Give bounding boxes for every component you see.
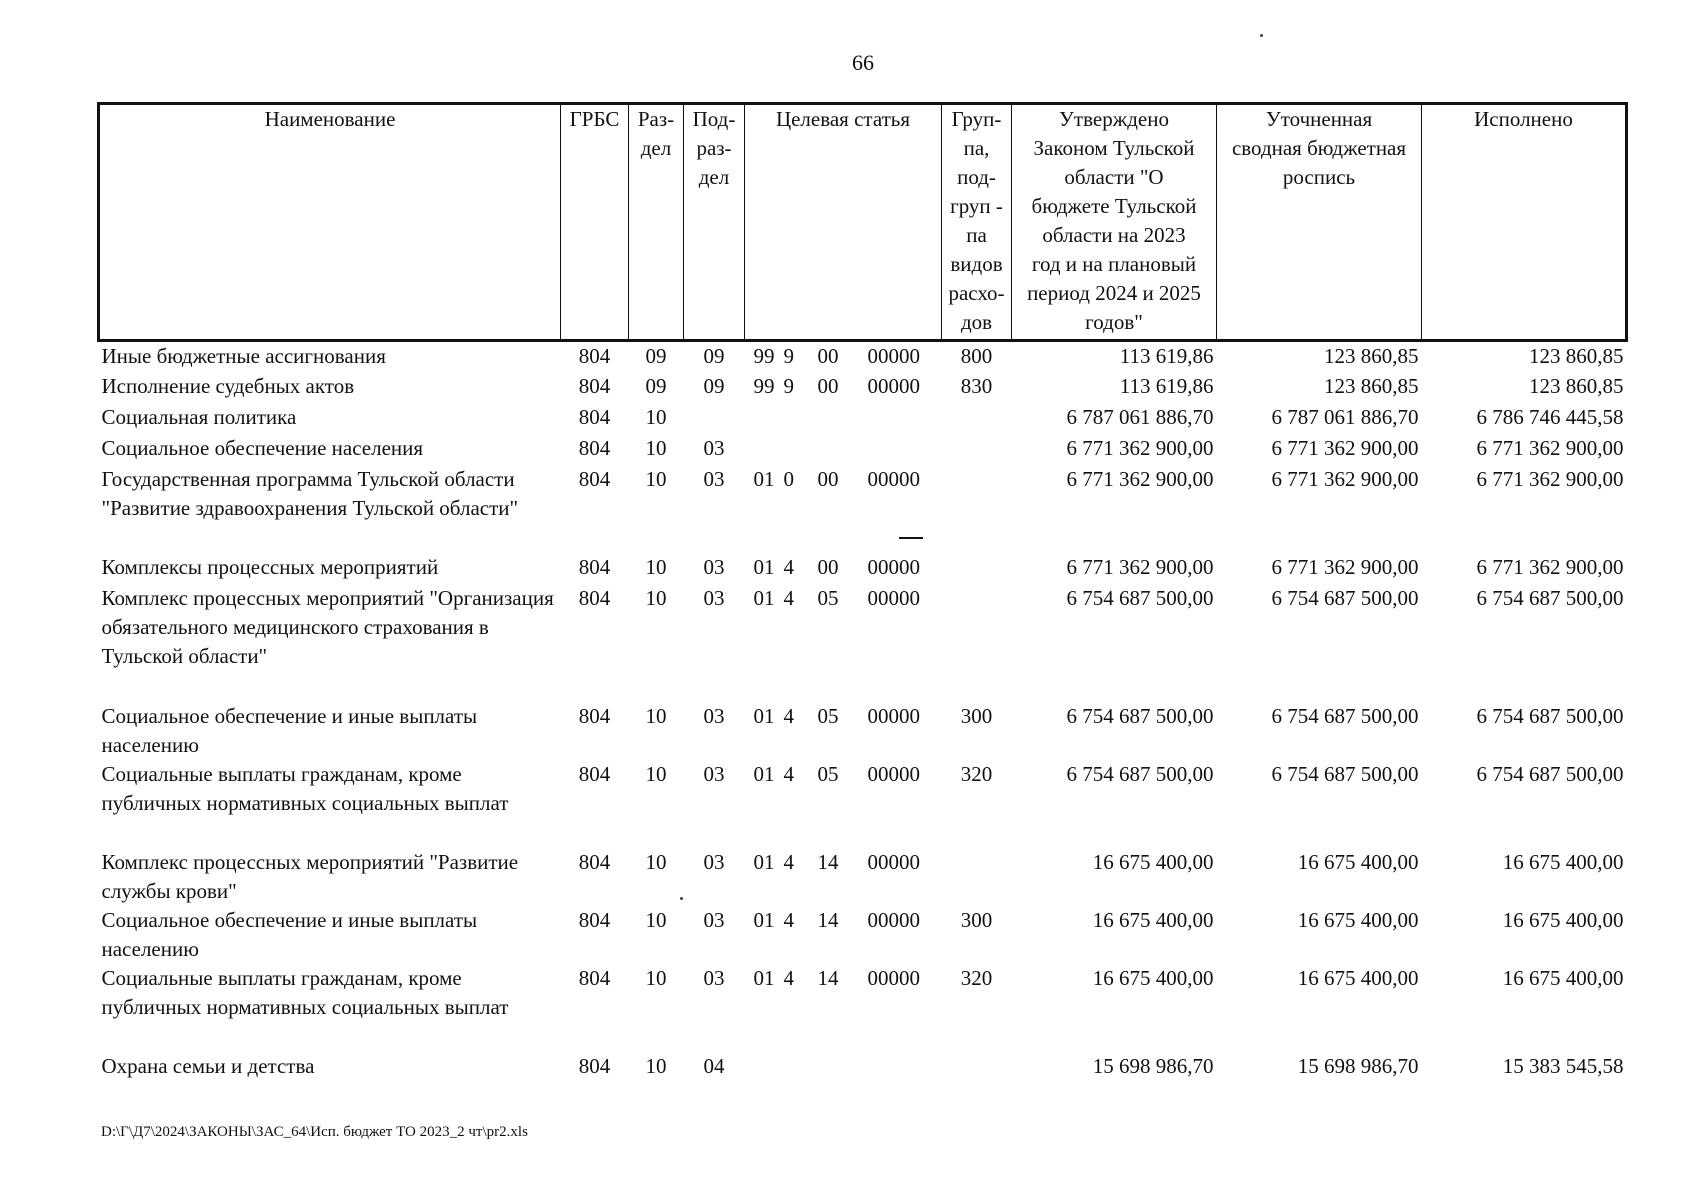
cell-podrazdel: 03 xyxy=(703,849,725,874)
cell-target-article xyxy=(745,434,942,465)
target-subprogram: 0 xyxy=(783,466,794,491)
target-direction: 00000 xyxy=(867,761,920,786)
cell-name: Социальное обеспечение и иные выплаты населению xyxy=(101,907,478,961)
header-executed: Исполнено xyxy=(1422,104,1627,341)
cell-executed: 15 383 545,58 xyxy=(1502,1053,1624,1078)
cell-refined: 16 675 400,00 xyxy=(1297,849,1419,874)
cell-refined: 6 754 687 500,00 xyxy=(1271,761,1419,786)
cell-razdel: 10 xyxy=(645,1053,667,1078)
cell-podrazdel: 03 xyxy=(703,965,725,990)
cell-name: Исполнение судебных актов xyxy=(101,373,355,398)
cell-target-article xyxy=(745,584,942,702)
cell-target-article xyxy=(745,403,942,434)
cell-refined: 123 860,85 xyxy=(1324,373,1419,398)
cell-refined: 6 754 687 500,00 xyxy=(1271,703,1419,728)
cell-razdel: 10 xyxy=(645,554,667,579)
header-name: Наименование xyxy=(99,104,561,341)
cell-podrazdel: 03 xyxy=(703,703,725,728)
table-body xyxy=(99,341,1627,1083)
target-event: 05 xyxy=(817,761,839,786)
target-subprogram: 9 xyxy=(783,344,794,368)
target-event: 00 xyxy=(817,344,839,368)
cell-executed: 6 754 687 500,00 xyxy=(1476,585,1624,610)
cell-grbs: 804 xyxy=(578,344,611,368)
target-event: 14 xyxy=(817,965,839,990)
cell-podrazdel: 04 xyxy=(703,1053,725,1078)
header-approved: Утверждено Законом Тульской области "О бюджете Тульской области на 2023 год и на плановый период 2024 и 2025 годов" xyxy=(1012,104,1217,341)
target-event: 00 xyxy=(817,466,839,491)
target-program: 01 xyxy=(753,554,775,579)
target-program: 99 xyxy=(753,344,775,368)
cell-group xyxy=(942,403,1012,434)
cell-razdel: 10 xyxy=(645,435,667,460)
target-direction: 00000 xyxy=(867,849,920,874)
table-row xyxy=(99,465,1627,553)
cell-name: Государственная программа Тульской области "Развитие здравоохранения Тульской области" xyxy=(101,466,519,520)
header-razdel: Раз- дел xyxy=(629,104,684,341)
cell-group xyxy=(942,434,1012,465)
cell-executed: 6 771 362 900,00 xyxy=(1476,435,1624,460)
header-grbs: ГРБС xyxy=(561,104,629,341)
cell-executed: 123 860,85 xyxy=(1529,373,1624,398)
cell-approved: 6 771 362 900,00 xyxy=(1066,435,1214,460)
cell-target-article xyxy=(745,964,942,1052)
cell-group: 320 xyxy=(960,761,993,786)
cell-group xyxy=(942,465,1012,553)
cell-podrazdel: 03 xyxy=(703,907,725,932)
target-program: 01 xyxy=(753,849,775,874)
cell-group xyxy=(942,584,1012,702)
cell-name: Комплексы процессных мероприятий xyxy=(101,554,439,579)
scan-speck xyxy=(1260,34,1263,37)
cell-approved: 6 754 687 500,00 xyxy=(1066,585,1214,610)
cell-target-article xyxy=(745,465,942,553)
cell-razdel: 10 xyxy=(645,466,667,491)
cell-group: 300 xyxy=(960,703,993,728)
cell-podrazdel: 09 xyxy=(703,373,725,398)
target-direction: 00000 xyxy=(867,466,920,491)
cell-grbs: 804 xyxy=(578,435,611,460)
table-row xyxy=(99,403,1627,434)
header-podrazdel: Под- раз- дел xyxy=(684,104,745,341)
cell-approved: 6 754 687 500,00 xyxy=(1066,761,1214,786)
target-event: 14 xyxy=(817,907,839,932)
page-number: 66 xyxy=(852,50,874,75)
cell-target-article xyxy=(745,702,942,760)
table-row xyxy=(99,848,1627,906)
cell-target-article xyxy=(745,341,942,372)
target-direction: 00000 xyxy=(867,585,920,610)
table-row xyxy=(99,341,1627,372)
target-event: 00 xyxy=(817,554,839,579)
cell-razdel: 10 xyxy=(645,703,667,728)
table-row xyxy=(99,702,1627,760)
target-subprogram: 4 xyxy=(783,965,794,990)
cell-group: 830 xyxy=(960,373,993,398)
table-row xyxy=(99,906,1627,964)
cell-refined: 123 860,85 xyxy=(1324,344,1419,368)
cell-grbs: 804 xyxy=(578,761,611,786)
target-subprogram: 4 xyxy=(783,849,794,874)
target-program: 01 xyxy=(753,907,775,932)
cell-target-article xyxy=(745,372,942,403)
target-event: 05 xyxy=(817,585,839,610)
cell-group: 300 xyxy=(960,907,993,932)
cell-executed: 6 771 362 900,00 xyxy=(1476,466,1624,491)
cell-refined: 15 698 986,70 xyxy=(1297,1053,1419,1078)
cell-podrazdel: 09 xyxy=(703,344,725,368)
target-direction: 00000 xyxy=(867,373,920,398)
target-subprogram: 4 xyxy=(783,761,794,786)
table-row xyxy=(99,760,1627,848)
cell-razdel: 10 xyxy=(645,761,667,786)
target-subprogram: 4 xyxy=(783,907,794,932)
header-target: Целевая статья xyxy=(745,104,942,341)
cell-approved: 6 787 061 886,70 xyxy=(1066,404,1214,429)
target-event: 00 xyxy=(817,373,839,398)
cell-name: Комплекс процессных мероприятий "Развитие службы крови" xyxy=(101,849,519,903)
cell-refined: 6 771 362 900,00 xyxy=(1271,435,1419,460)
cell-target-article xyxy=(745,848,942,906)
cell-group xyxy=(942,1052,1012,1083)
cell-executed: 16 675 400,00 xyxy=(1502,849,1624,874)
cell-name: Социальное обеспечение и иные выплаты населению xyxy=(101,703,478,757)
target-event: 05 xyxy=(817,703,839,728)
cell-group xyxy=(942,848,1012,906)
cell-name: Социальные выплаты гражданам, кроме публичных нормативных социальных выплат xyxy=(101,761,509,815)
target-program: 01 xyxy=(753,585,775,610)
target-program: 01 xyxy=(753,703,775,728)
cell-razdel: 10 xyxy=(645,907,667,932)
cell-executed: 16 675 400,00 xyxy=(1502,907,1624,932)
cell-podrazdel: 03 xyxy=(703,554,725,579)
cell-razdel: 09 xyxy=(645,344,667,368)
cell-refined: 6 754 687 500,00 xyxy=(1271,585,1419,610)
table-row xyxy=(99,964,1627,1052)
handwritten-dash xyxy=(899,537,923,539)
cell-razdel: 10 xyxy=(645,404,667,429)
cell-approved: 6 771 362 900,00 xyxy=(1066,554,1214,579)
cell-name: Социальное обеспечение населения xyxy=(101,435,424,460)
table-row xyxy=(99,553,1627,584)
target-direction: 00000 xyxy=(867,344,920,368)
cell-executed: 6 786 746 445,58 xyxy=(1476,404,1624,429)
header-refined: Уточненная сводная бюджетная роспись xyxy=(1217,104,1422,341)
cell-refined: 16 675 400,00 xyxy=(1297,907,1419,932)
cell-target-article xyxy=(745,1052,942,1083)
cell-executed: 6 754 687 500,00 xyxy=(1476,703,1624,728)
cell-executed: 6 754 687 500,00 xyxy=(1476,761,1624,786)
cell-razdel: 10 xyxy=(645,849,667,874)
cell-target-article xyxy=(745,553,942,584)
cell-name: Охрана семьи и детства xyxy=(101,1053,315,1078)
cell-name: Комплекс процессных мероприятий "Организация обязательного медицинского страхования в Тульской области" xyxy=(101,585,554,668)
target-program: 99 xyxy=(753,373,775,398)
table-row xyxy=(99,372,1627,403)
cell-group: 800 xyxy=(960,344,993,368)
target-subprogram: 4 xyxy=(783,554,794,579)
cell-grbs: 804 xyxy=(578,585,611,610)
target-program: 01 xyxy=(753,466,775,491)
cell-podrazdel: 03 xyxy=(703,466,725,491)
target-subprogram: 4 xyxy=(783,585,794,610)
cell-grbs: 804 xyxy=(578,849,611,874)
cell-podrazdel: 03 xyxy=(703,585,725,610)
target-subprogram: 4 xyxy=(783,703,794,728)
cell-refined: 6 787 061 886,70 xyxy=(1271,404,1419,429)
cell-grbs: 804 xyxy=(578,554,611,579)
cell-approved: 16 675 400,00 xyxy=(1092,849,1214,874)
cell-name: Социальные выплаты гражданам, кроме публичных нормативных социальных выплат xyxy=(101,965,509,1019)
table-row xyxy=(99,434,1627,465)
cell-grbs: 804 xyxy=(578,373,611,398)
target-direction: 00000 xyxy=(867,907,920,932)
target-event: 14 xyxy=(817,849,839,874)
cell-target-article xyxy=(745,760,942,848)
cell-podrazdel: 03 xyxy=(703,761,725,786)
table-row xyxy=(99,584,1627,702)
cell-podrazdel: 03 xyxy=(703,435,725,460)
cell-approved: 16 675 400,00 xyxy=(1092,965,1214,990)
cell-razdel: 09 xyxy=(645,373,667,398)
file-path-footer: D:\Г\Д7\2024\ЗАКОНЫ\ЗАС_64\Исп. бюджет ТО 2023_2 чт\pr2.xls xyxy=(101,1124,528,1140)
budget-table xyxy=(97,102,1628,1083)
header-group: Груп- па, под- груп - па видов расхо- дов xyxy=(942,104,1012,341)
cell-target-article xyxy=(745,906,942,964)
cell-executed: 123 860,85 xyxy=(1529,344,1624,368)
cell-name: Социальная политика xyxy=(101,404,297,429)
cell-grbs: 804 xyxy=(578,907,611,932)
table-row xyxy=(99,1052,1627,1083)
cell-group: 320 xyxy=(960,965,993,990)
cell-razdel: 10 xyxy=(645,965,667,990)
target-direction: 00000 xyxy=(867,554,920,579)
cell-executed: 6 771 362 900,00 xyxy=(1476,554,1624,579)
cell-refined: 6 771 362 900,00 xyxy=(1271,466,1419,491)
cell-approved: 113 619,86 xyxy=(1119,373,1214,398)
cell-razdel: 10 xyxy=(645,585,667,610)
target-direction: 00000 xyxy=(867,703,920,728)
cell-approved: 6 771 362 900,00 xyxy=(1066,466,1214,491)
cell-grbs: 804 xyxy=(578,703,611,728)
cell-approved: 15 698 986,70 xyxy=(1092,1053,1214,1078)
cell-podrazdel xyxy=(684,403,745,434)
cell-refined: 16 675 400,00 xyxy=(1297,965,1419,990)
cell-grbs: 804 xyxy=(578,965,611,990)
cell-name: Иные бюджетные ассигнования xyxy=(101,344,386,368)
table-header xyxy=(99,104,1627,341)
target-direction: 00000 xyxy=(867,965,920,990)
target-program: 01 xyxy=(753,761,775,786)
cell-grbs: 804 xyxy=(578,1053,611,1078)
target-subprogram: 9 xyxy=(783,373,794,398)
cell-group xyxy=(942,553,1012,584)
target-program: 01 xyxy=(753,965,775,990)
cell-refined: 6 771 362 900,00 xyxy=(1271,554,1419,579)
cell-executed: 16 675 400,00 xyxy=(1502,965,1624,990)
cell-approved: 16 675 400,00 xyxy=(1092,907,1214,932)
cell-grbs: 804 xyxy=(578,404,611,429)
cell-approved: 6 754 687 500,00 xyxy=(1066,703,1214,728)
cell-grbs: 804 xyxy=(578,466,611,491)
cell-approved: 113 619,86 xyxy=(1119,344,1214,368)
